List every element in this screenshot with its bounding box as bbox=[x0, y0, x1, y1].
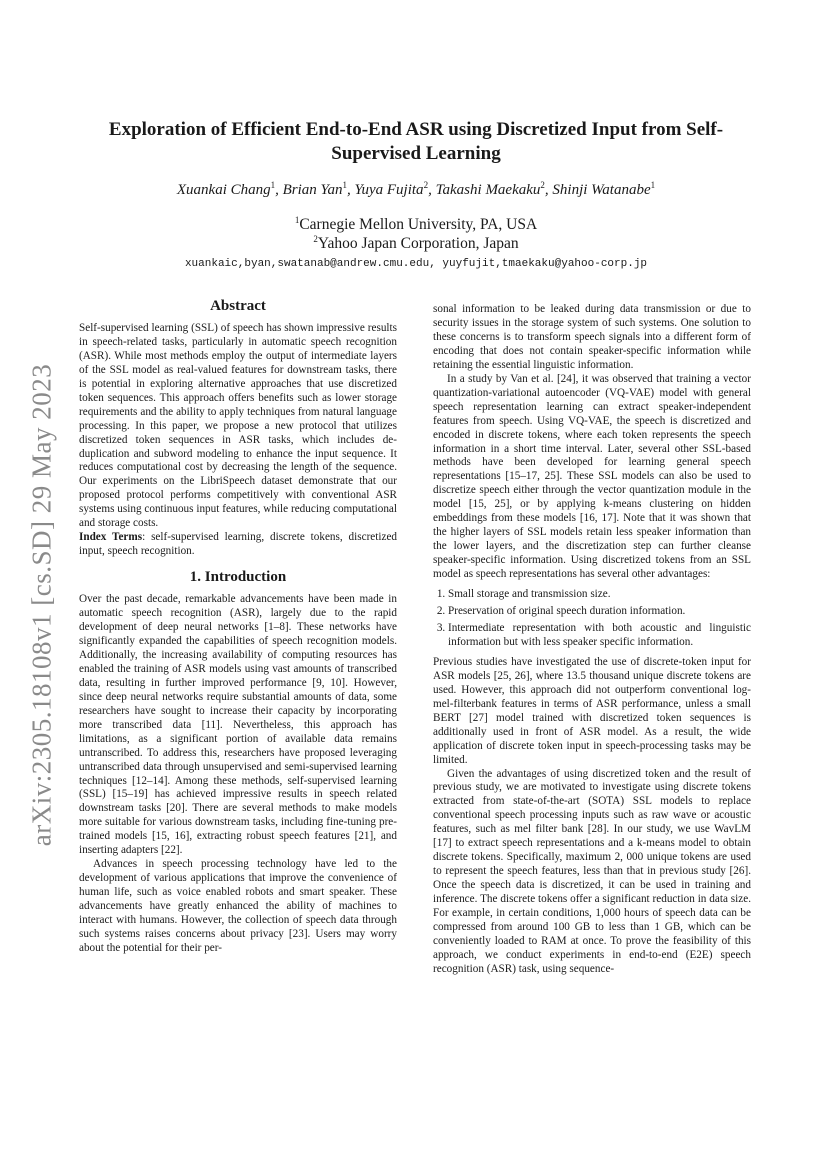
abstract-text: Self-supervised learning (SSL) of speech has shown impressive results in speech-related tasks, particularly in automatic speech recognition (ASR). While most methods employ the output of intermediate layers of the SSL model as real-valued features for downstream tasks, there is potential in exploring alternative approaches that use discretized token sequences. This approach offers benefits such as lower storage requirements and the ability to apply techniques from natural language processing. In this paper, we propose a new protocol that utilizes discretized token sequences in ASR tasks, which includes de-duplication and subword modeling to enhance the input sequence. It reduces computational cost by decreasing the length of the sequence. Our experiments on the LibriSpeech dataset demonstrate that our proposed protocol performs competitively with conventional ASR systems using continuous input features, while reducing computational and storage costs. bbox=[79, 321, 397, 530]
index-terms: Index Terms: self-supervised learning, discrete tokens, discretized input, speech recognition. bbox=[79, 531, 397, 558]
author: Shinji Watanabe$^1$ bbox=[552, 180, 656, 198]
left-column bbox=[79, 300, 397, 956]
intro-paragraph-1: Over the past decade, remarkable advancements have been made in automatic speech recognition (ASR), largely due to the rapid development of deep neural networks [1–8]. These networks have significantly expanded the capabilities of speech recognition models. Additionally, the increasing availability of computing resources has enabled the training of ASR models using vast amounts of transcribed data, resulting in further improved performance [9, 10]. However, since deep neural networks require substantial amounts of data, some researchers have sought to increase their capacity by incorporating more transcribed data [11]. Nevertheless, this approach has limitations, as a significant portion of available data remains untranscribed. To address this, researchers have proposed leveraging untranscribed data through unsupervised and semi-supervised learning techniques [12–14]. Among these methods, self-supervised learning (SSL) [15–19] has achieved impressive results in speech related downstream tasks [20]. There are several methods to make models more suitable for various downstream tasks, including fine-tuning pre-trained models [15, 16], extracting robust speech features [21], and inserting adapters [22]. bbox=[79, 593, 397, 857]
intro-paragraph-5: Given the advantages of using discretized token and the result of previous study, we are motivated to investigate using discrete tokens extracted from state-of-the-art (SOTA) SSL models to replace conventional speech processing inputs such as raw wave or acoustic features, such as mel filter bank [28]. In our study, we use WavLM [17] to extract speech representations and a k-means model to obtain discrete tokens. Specifically, maximum 2, 000 unique tokens are used to represent the speech features, less than that in previous study [26]. Once the speech data is discretized, it can be used in training and inference. The discrete tokens offer a significant reduction in data size. For example, in certain conditions, 1,000 hours of speech data can be compressed from around 100 GB to less than 1 GB, which can be conveniently loaded to RAM at once. To prove the feasibility of this approach, we conduct experiments in end-to-end (E2E) speech recognition (ASR) task, using sequence- bbox=[433, 767, 751, 975]
introduction-heading: 1. Introduction bbox=[189, 569, 287, 586]
author: Takashi Maekaku$^2$ bbox=[435, 180, 545, 198]
intro-paragraph-4: Previous studies have investigated the use of discrete-token input for ASR models [25, 26], where 13.5 thousand unique discrete tokens are used. However, this approach did not outperform conventional log-mel-filterbank features in terms of ASR performance, unless a small BERT [27] model trained with discretized token sequences is additionally used in front of ASR model. As a result, the wide application of discrete token input in speech-processing tasks may be limited. bbox=[433, 655, 751, 766]
paper-title: Exploration of Efficient End-to-End ASR using Discretized Input from Self-Supervised Learning bbox=[108, 119, 724, 164]
arxiv-id: arXiv:2305.18108v1 [cs.SD] 29 May 2023 bbox=[26, 363, 57, 847]
intro-paragraph-2-continued: sonal information to be leaked during data transmission or due to security issues in the storage system of such systems. One solution to these concerns is to transform speech signals into a different form of encoding that does not contain speaker-specific information while retaining the essential linguistic information. bbox=[433, 303, 751, 371]
affiliation-2: $^2$Yahoo Japan Corporation, Japan bbox=[313, 234, 519, 253]
intro-paragraph-2: Advances in speech processing technology have led to the development of various applications that improve the convenience of human life, such as voice enabled robots and smart speaker. These advancements have greatly enhanced the ability of machines to interact with humans. However, the collection of speech data through such systems raises concerns about privacy [23]. Users may worry about the potential for their per- bbox=[79, 858, 397, 954]
abstract-heading: Abstract bbox=[210, 298, 266, 314]
author: Brian Yan$^1$ bbox=[282, 180, 348, 198]
arxiv-sidebar-stamp bbox=[20, 355, 64, 855]
right-column bbox=[433, 303, 751, 977]
author-emails: xuankaic,byan,swatanab@andrew.cmu.edu, yuyfujit,tmaekaku@yahoo-corp.jp bbox=[184, 258, 648, 270]
list-item: 3. Intermediate representation with both acoustic and linguistic information but with less speaker specific information. bbox=[448, 622, 751, 650]
list-item: 1. Small storage and transmission size. bbox=[448, 588, 751, 602]
author: Yuya Fujita$^2$ bbox=[354, 180, 429, 198]
affiliation-1: $^1$Carnegie Mellon University, PA, USA bbox=[294, 215, 538, 234]
author: Xuankai Chang$^1$ bbox=[176, 180, 276, 198]
intro-paragraph-3: In a study by Van et al. [24], it was observed that training a vector quantization-variational autoencoder (VQ-VAE) model with general speech representation learning can extract speaker-independent features from speech. Using VQ-VAE, the speech is discretized and encoded in discrete tokens, where each token represents the speech information in a short time interval. Later, several other SSL-based methods have been developed for learning general speech representations [15–17, 25]. These SSL models can also be used to discretize speech either through the vector quantization module in the model [15, 25], or by applying k-means clustering on hidden embeddings from these models [16, 17]. Note that it was shown that the higher layers of SSL models retain less speaker information than the lower layers, and the discretization step can further cleanse speaker-specific information. Using discretized tokens from an SSL model as speech representations has several other advantages: bbox=[433, 372, 751, 581]
list-item: 2. Preservation of original speech duration information. bbox=[448, 605, 751, 619]
author-list: Xuankai Chang$^1$, Brian Yan$^1$, Yuya Fujita$^2$, Takashi Maekaku$^2$, Shinji Watanabe$^1$ bbox=[176, 180, 656, 198]
advantages-list bbox=[433, 588, 751, 650]
